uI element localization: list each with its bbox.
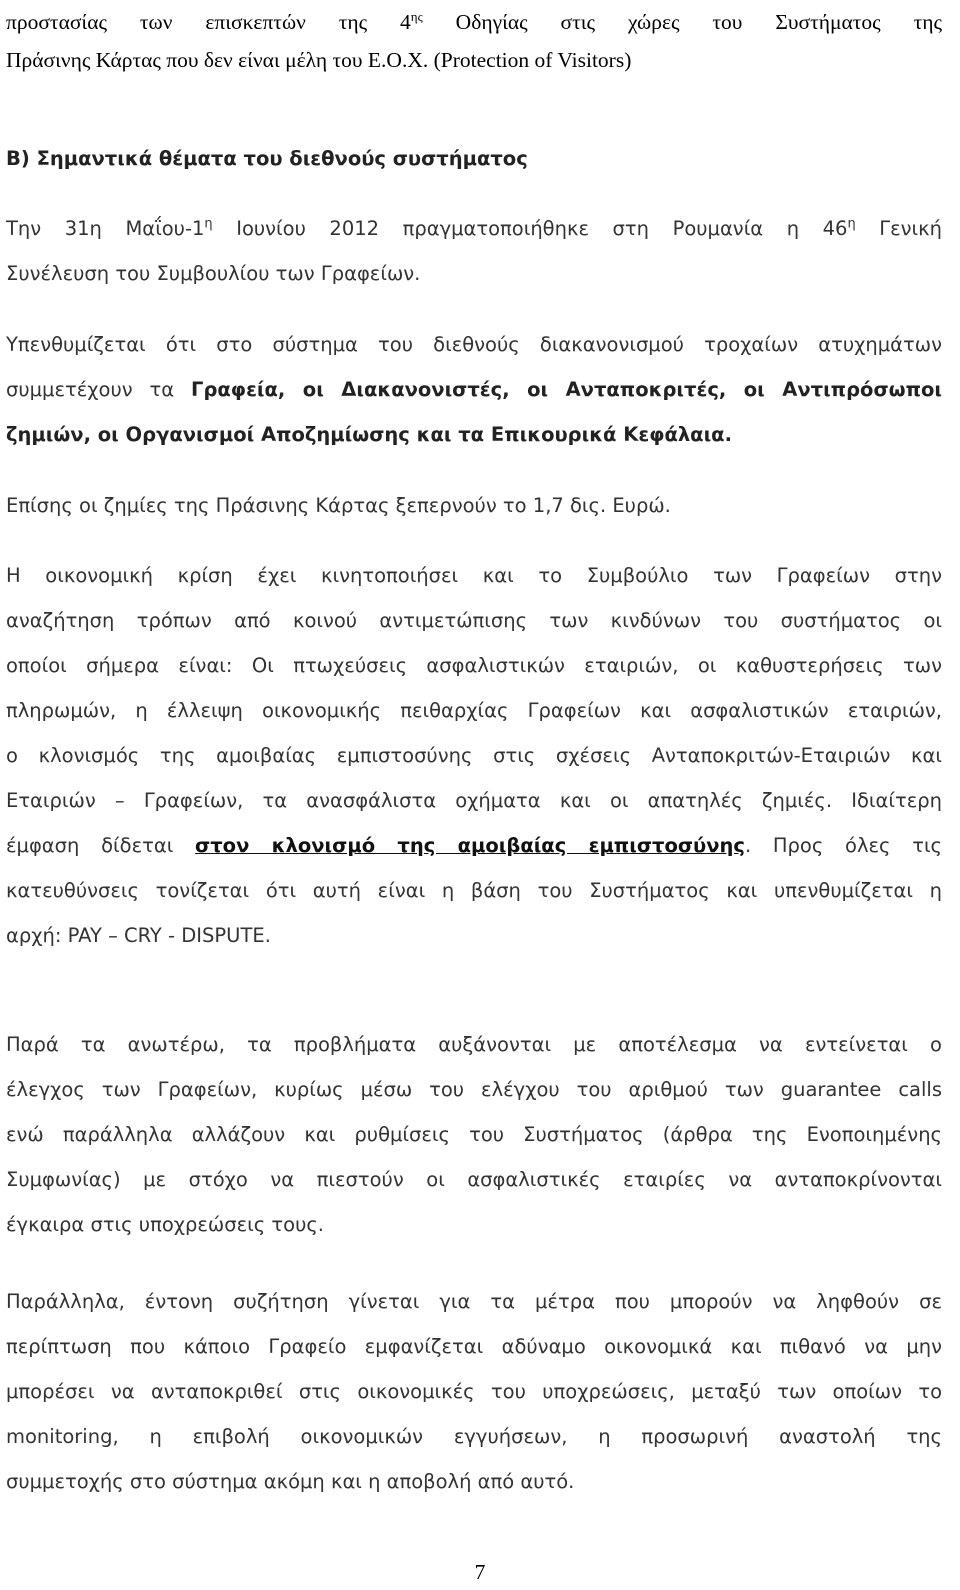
paragraph-5-line-4: Συμφωνίας) με στόχο να πιεστούν οι ασφαλιστικές εταιρίες να ανταποκρίνονται: [6, 1168, 942, 1191]
paragraph-5-line-5: έγκαιρα στις υποχρεώσεις τους.: [6, 1213, 324, 1236]
paragraph-5-line-2: έλεγχος των Γραφείων, κυρίως μέσω του ελέγχου του αριθμού των guarantee calls: [6, 1078, 942, 1101]
emphasis-trust: στον κλονισμό της αμοιβαίας εμπιστοσύνης: [195, 834, 745, 857]
paragraph-6-line-3: μπορέσει να ανταποκριθεί στις οικονομικές του υποχρεώσεις, μεταξύ των οποίων το: [6, 1380, 942, 1403]
intro-line-1: προστασίας των επισκεπτών της $4^{\eta\varsigma}$ Οδηγίας στις χώρες του Συστήματος της: [6, 8, 942, 34]
paragraph-6-line-5: συμμετοχής στο σύστημα ακόμη και η αποβολή από αυτό.: [6, 1470, 575, 1493]
paragraph-3: Επίσης οι ζημίες της Πράσινης Κάρτας ξεπερνούν το 1,7 δις. Ευρώ.: [6, 494, 671, 517]
page-number: 7: [474, 1560, 486, 1584]
paragraph-1-line-2: Συνέλευση του Συμβουλίου των Γραφείων.: [6, 262, 421, 285]
intro-line-2: Πράσινης Κάρτας που δεν είναι μέλη του Ε.Ο.Χ. (Protection of Visitors): [6, 48, 632, 72]
paragraph-4-line-4: πληρωμών, η έλλειψη οικονομικής πειθαρχίας Γραφείων και ασφαλιστικών εταιριών,: [6, 699, 942, 722]
paragraph-4-line-6: Εταιριών – Γραφείων, τα ανασφάλιστα οχήματα και οι απατηλές ζημιές. Ιδιαίτερη: [6, 789, 942, 812]
paragraph-2-line-1: Υπενθυμίζεται ότι στο σύστημα του διεθνούς διακανονισμού τροχαίων ατυχημάτων: [6, 333, 942, 356]
paragraph-6-line-1: Παράλληλα, έντονη συζήτηση γίνεται για τα μέτρα που μπορούν να ληφθούν σε: [6, 1290, 942, 1313]
paragraph-2-line-3: ζημιών, οι Οργανισμοί Αποζημίωσης και τα Επικουρικά Κεφάλαια.: [6, 423, 732, 446]
paragraph-5-line-1: Παρά τα ανωτέρω, τα προβλήματα αυξάνονται με αποτέλεσμα να εντείνεται ο: [6, 1033, 942, 1056]
paragraph-6-line-2: περίπτωση που κάποιο Γραφείο εμφανίζεται αδύναμο οικονομικά και πιθανό να μην: [6, 1335, 942, 1358]
paragraph-4-line-9: αρχή: PAY – CRY - DISPUTE.: [6, 924, 271, 947]
paragraph-4-line-5: ο κλονισμός της αμοιβαίας εμπιστοσύνης στις σχέσεις Ανταποκριτών-Εταιριών και: [6, 744, 942, 767]
paragraph-4-line-1: Η οικονομική κρίση έχει κινητοποιήσει και το Συμβούλιο των Γραφείων στην: [6, 564, 942, 587]
paragraph-2-line-2: συμμετέχουν τα Γραφεία, οι Διακανονιστές, οι Ανταποκριτές, οι Αντιπρόσωποι: [6, 378, 943, 401]
section-heading: Β) Σημαντικά θέματα του διεθνούς συστήματος: [6, 147, 528, 170]
paragraph-4-line-3: οποίοι σήμερα είναι: Οι πτωχεύσεις ασφαλιστικών εταιριών, οι καθυστερήσεις των: [6, 654, 942, 677]
paragraph-5-line-3: ενώ παράλληλα αλλάζουν και ρυθμίσεις του Συστήματος (άρθρα της Ενοποιημένης: [6, 1123, 942, 1146]
paragraph-4-line-7: έμφαση δίδεται στον κλονισμό της αμοιβαίας εμπιστοσύνης. Προς όλες τις: [6, 834, 942, 857]
paragraph-4-line-8: κατευθύνσεις τονίζεται ότι αυτή είναι η βάση του Συστήματος και υπενθυμίζεται η: [6, 879, 942, 902]
paragraph-6-line-4: monitoring, η επιβολή οικονομικών εγγυήσεων, η προσωρινή αναστολή της: [6, 1425, 942, 1448]
paragraph-1-line-1: Την 31η Μαΐου-$1^\eta$ Ιουνίου 2012 πραγματοποιήθηκε στη Ρουμανία η $46^\eta$ Γενική: [6, 216, 942, 240]
paragraph-4-line-2: αναζήτηση τρόπων από κοινού αντιμετώπισης των κινδύνων του συστήματος οι: [6, 609, 942, 632]
